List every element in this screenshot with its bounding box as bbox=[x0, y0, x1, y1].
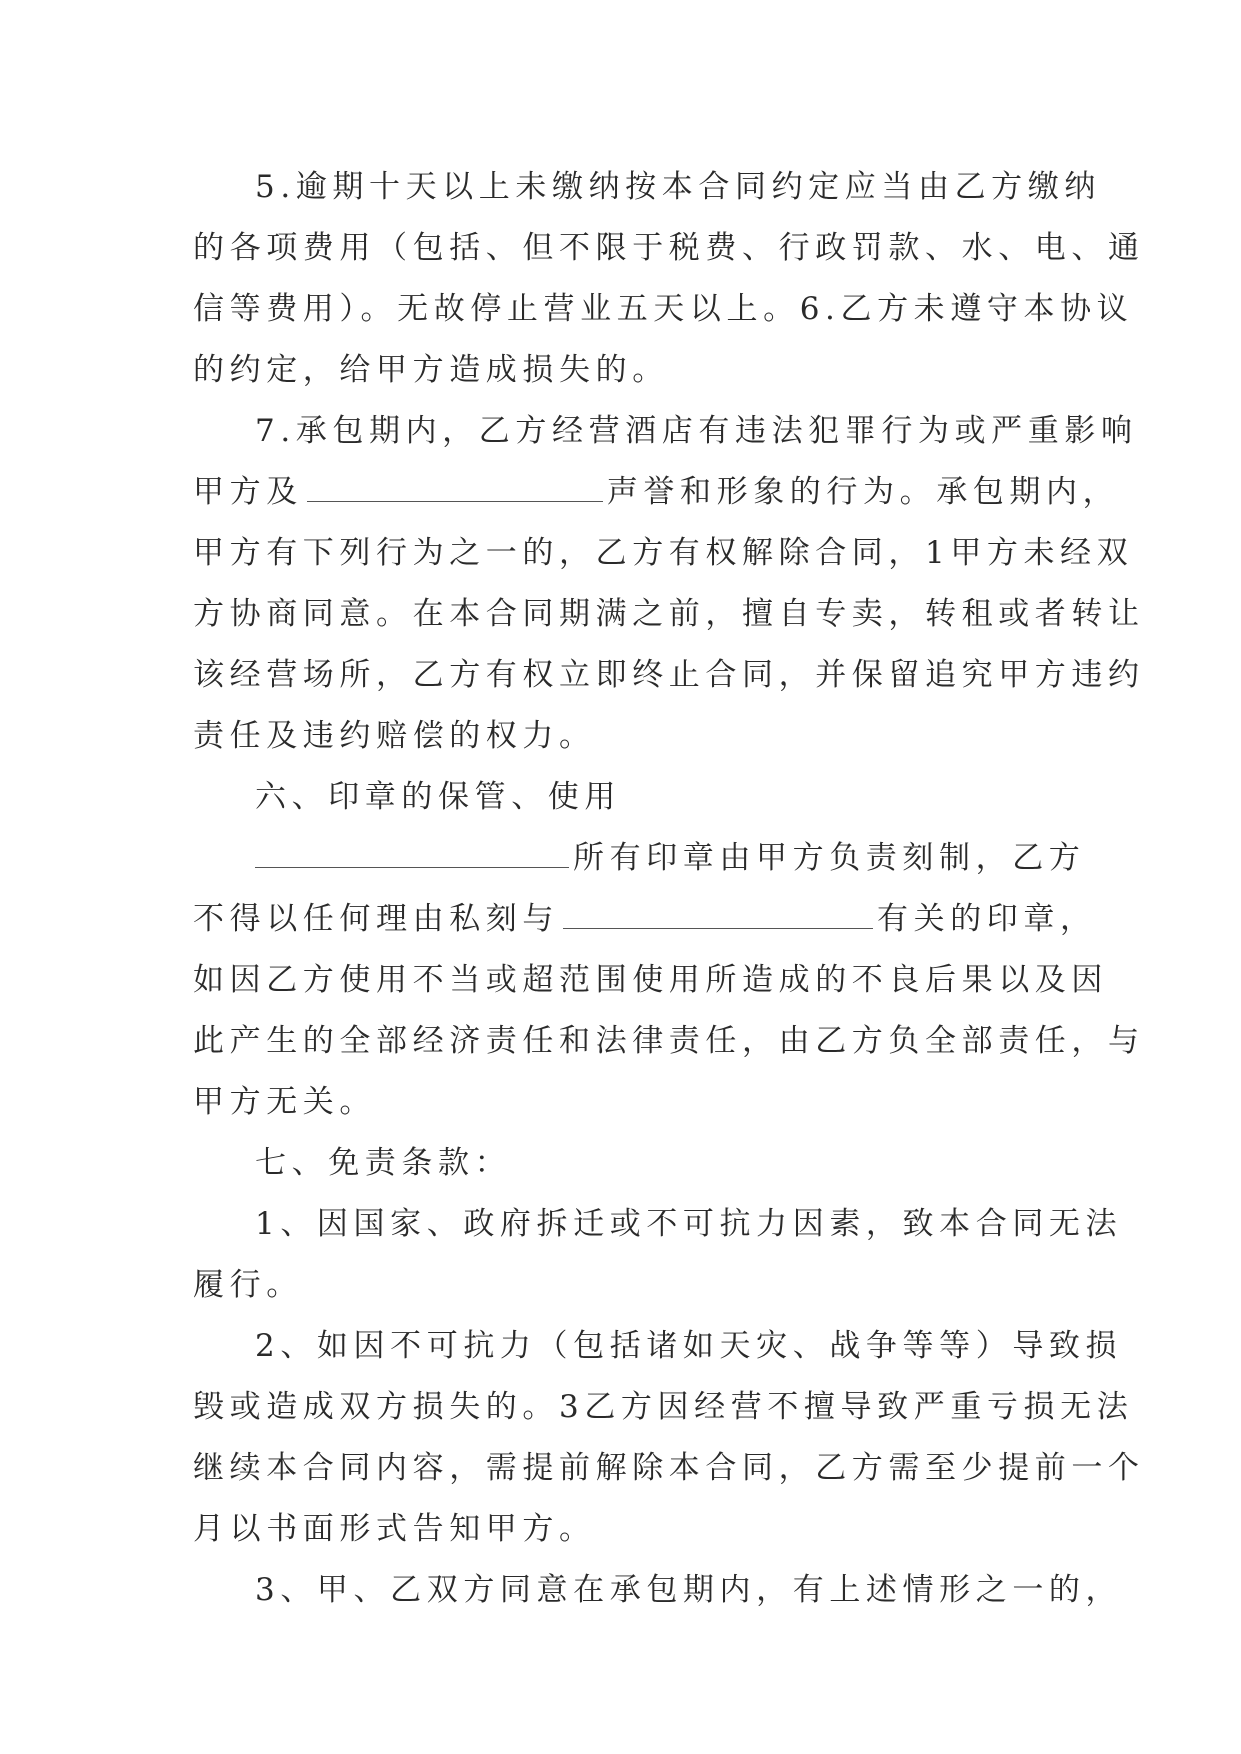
blank-fill-line bbox=[255, 841, 569, 868]
text-line: 3、甲、乙双方同意在承包期内，有上述情形之一的， bbox=[255, 1572, 1123, 1608]
text-line: 1、因国家、政府拆迁或不可抗力因素，致本合同无法 bbox=[255, 1206, 1123, 1242]
text-line: 信等费用）。无故停止营业五天以上。6.乙方未遵守本协议 bbox=[193, 291, 1134, 327]
text-line: 方协商同意。在本合同期满之前，擅自专卖，转租或者转让 bbox=[193, 596, 1145, 632]
text-segment: 所有印章由甲方负责刻制，乙方 bbox=[573, 840, 1086, 876]
section-heading: 六、印章的保管、使用 bbox=[255, 779, 621, 815]
text-line: 的各项费用（包括、但不限于税费、行政罚款、水、电、通 bbox=[193, 230, 1145, 266]
text-line bbox=[193, 828, 1086, 889]
text-line: 责任及违约赔偿的权力。 bbox=[193, 718, 596, 754]
text-line: 2、如因不可抗力（包括诸如天灾、战争等等）导致损 bbox=[255, 1328, 1123, 1364]
text-line: 的约定，给甲方造成损失的。 bbox=[193, 352, 669, 388]
text-line bbox=[193, 889, 1097, 950]
text-line: 月以书面形式告知甲方。 bbox=[193, 1511, 596, 1547]
section-7 bbox=[193, 1133, 1145, 1621]
blank-fill-line bbox=[563, 902, 873, 929]
text-line: 如因乙方使用不当或超范围使用所造成的不良后果以及因 bbox=[193, 962, 1108, 998]
document-body bbox=[193, 157, 1145, 1621]
text-segment: 甲方及 bbox=[193, 474, 303, 510]
section-6 bbox=[193, 767, 1145, 1133]
text-line: 该经营场所，乙方有权立即终止合同，并保留追究甲方违约 bbox=[193, 657, 1145, 693]
text-segment: 不得以任何理由私刻与 bbox=[193, 901, 559, 937]
text-line bbox=[193, 462, 1120, 523]
clause-5-paragraph bbox=[193, 157, 1145, 401]
text-segment: 有关的印章， bbox=[877, 901, 1097, 937]
text-line: 此产生的全部经济责任和法律责任，由乙方负全部责任，与 bbox=[193, 1023, 1145, 1059]
text-line: 履行。 bbox=[193, 1267, 303, 1303]
text-line: 继续本合同内容，需提前解除本合同，乙方需至少提前一个 bbox=[193, 1450, 1145, 1486]
text-line: 甲方无关。 bbox=[193, 1084, 376, 1120]
blank-fill-line bbox=[307, 475, 603, 502]
clause-7-paragraph bbox=[193, 401, 1145, 767]
text-segment: 声誉和形象的行为。承包期内， bbox=[606, 474, 1120, 510]
text-line: 毁或造成双方损失的。3乙方因经营不擅导致严重亏损无法 bbox=[193, 1389, 1134, 1425]
text-line: 甲方有下列行为之一的，乙方有权解除合同，1甲方未经双 bbox=[193, 535, 1134, 571]
text-line: 7.承包期内，乙方经营酒店有违法犯罪行为或严重影响 bbox=[255, 413, 1138, 449]
text-line: 5.逾期十天以上未缴纳按本合同约定应当由乙方缴纳 bbox=[255, 169, 1101, 205]
section-heading: 七、免责条款： bbox=[255, 1145, 512, 1181]
